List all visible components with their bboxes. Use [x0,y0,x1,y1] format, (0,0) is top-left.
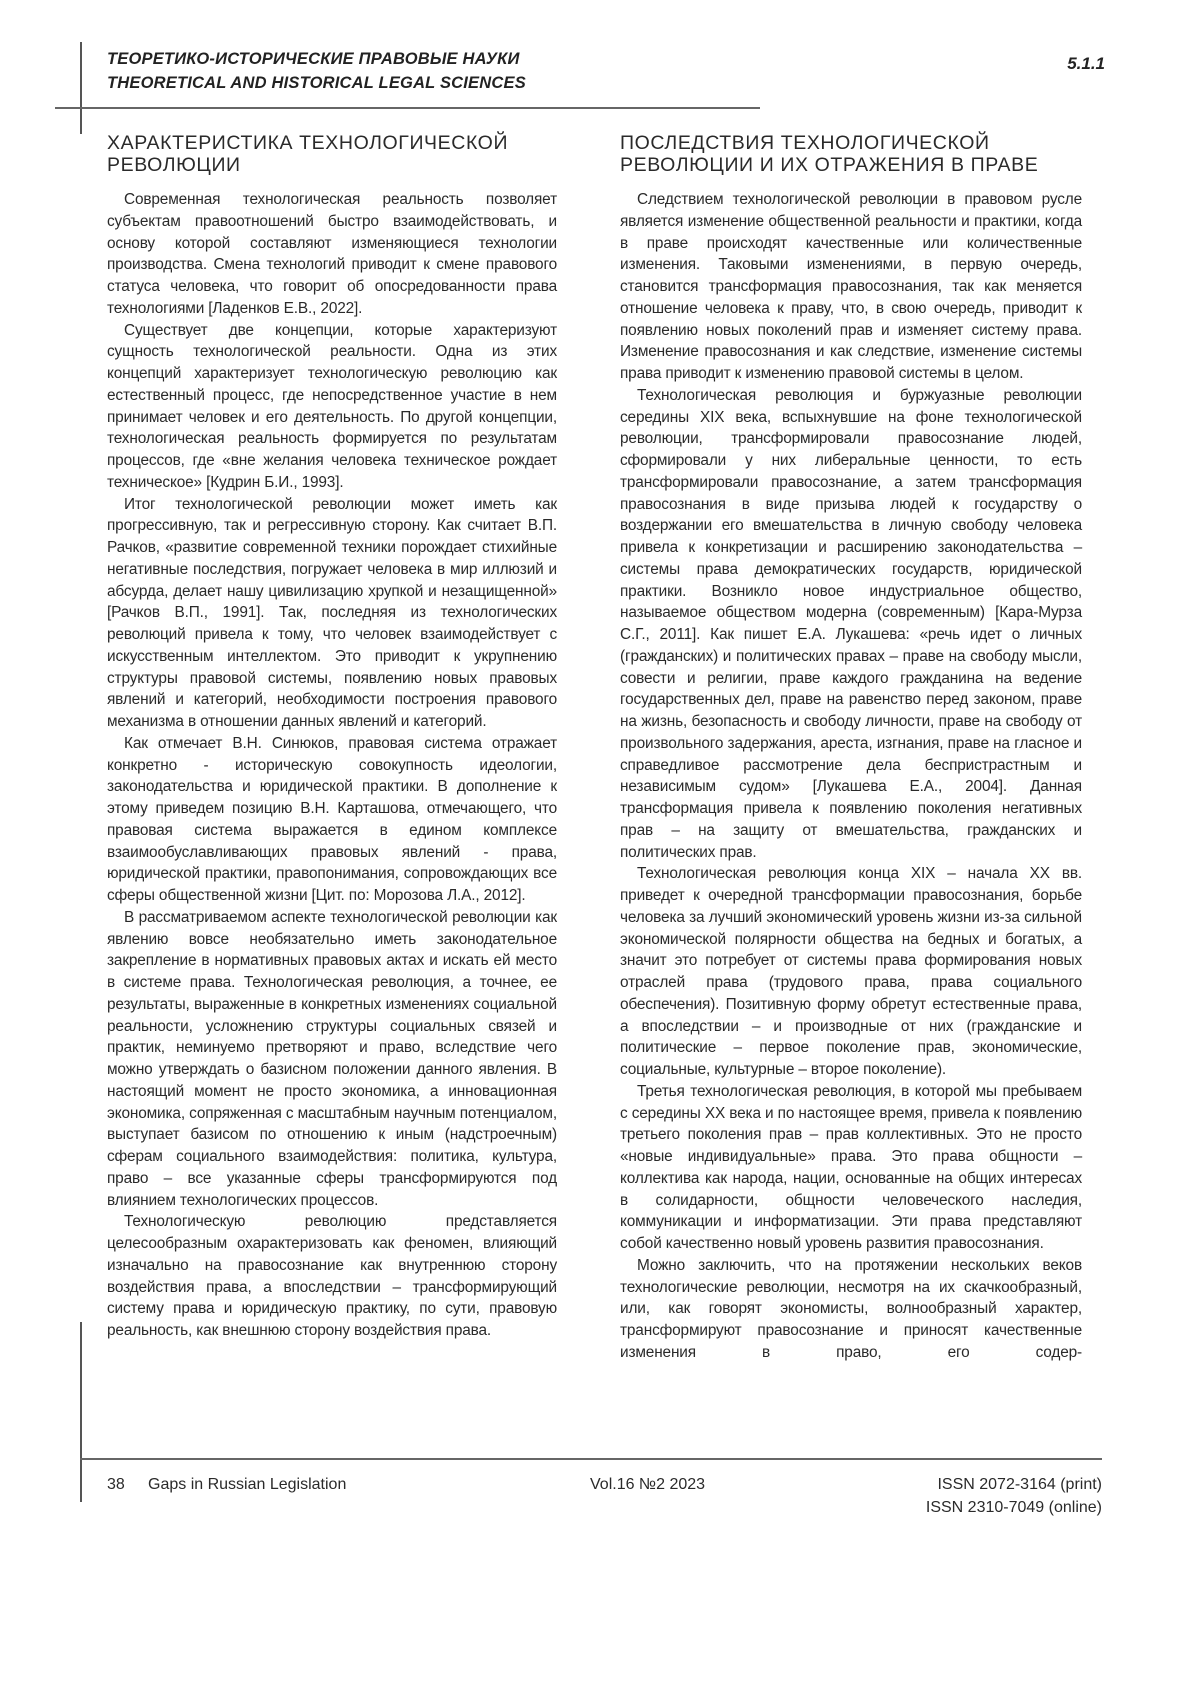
issn-print: ISSN 2072-3164 (print) [937,1476,1102,1494]
header-horizontal-rule [55,107,760,109]
issue-info: Vol.16 №2 2023 [590,1476,705,1494]
running-title-ru: ТЕОРЕТИКО-ИСТОРИЧЕСКИЕ ПРАВОВЫЕ НАУКИ [107,47,526,71]
paragraph: Технологическая революция и буржуазные революции середины XIX века, вспыхнувшие на фоне технологической революции, трансформировали правосознание людей, сформировали у них либеральные ценности, то есть трансформировали правосознание, а затем трансформация правосознания в виде призыва людей к государству о воздержании его вмешательства в личную свободу человека привела к конкретизации и расширению законодательства – системы права демократических государств, юридической практики. Возникло новое индустриальное общество, называемое обществом модерна (современным) [Кара-Мурза С.Г., 2011]. Как пишет Е.А. Лукашева: «речь идет о личных (гражданских) и политических правах – праве на свободу мысли, совести и религии, праве каждого гражданина на ведение государственных дел, праве на равенство перед законом, праве на жизнь, безопасность и свободу личности, праве на свободу от произвольного задержания, ареста, изгнания, праве на гласное и справедливое рассмотрение дела беспристрастным и независимым судом» [Лукашева Е.А., 2004]. Данная трансформация привела к появлению поколения негативных прав – на защиту от вмешательства, гражданских и политических прав. [620,385,1082,864]
footer-vertical-rule [80,1322,82,1502]
running-title-en: THEORETICAL AND HISTORICAL LEGAL SCIENCES [107,71,526,95]
running-header [107,47,526,95]
paragraph: Существует две концепции, которые характеризуют сущность технологической реальности. Одна из этих концепций характеризует технологическую революцию как естественный процесс, где непосредственное участие в нем принимает человек и его деятельность. По другой концепции, технологическая реальность формируется по результатам процессов, где «вне желания человека техническое рождает техническое» [Кудрин Б.И., 1993]. [107,320,557,494]
footer-horizontal-rule [80,1458,1102,1460]
paragraph: В рассматриваемом аспекте технологической революции как явлению вовсе необязательно иметь законодательное закрепление в нормативных правовых актах и искать ей место в системе права. Технологическая революция, а точнее, ее результаты, выраженные в конкретных изменениях социальной реальности, усложнению структуры социальных связей и практик, неминуемо претворяют и право, вследствие чего можно утверждать о базисном положении данного явления. В настоящий момент не просто экономика, а инновационная экономика, сопряженная с масштабным научным потенциалом, выступает базисом по отношению к иным (надстроечным) сферам социального взаимодействия: политика, культура, право – все указанные сферы трансформируются под влиянием технологических процессов. [107,907,557,1212]
paragraph: Как отмечает В.Н. Синюков, правовая система отражает конкретно - историческую совокупность идеологии, законодательства и юридической практики. В дополнение к этому приведем позицию В.Н. Карташова, отмечающего, что правовая система выражается в едином комплексе взаимообуславливающих правовых явлений - права, юридической практики, правопонимания, сопровождающих все сферы общественной жизни [Цит. по: Морозова Л.А., 2012]. [107,733,557,907]
page-number: 38 [107,1476,125,1494]
paragraph: Технологическая революция конца XIX – начала XX вв. приведет к очередной трансформации правосознания, борьбе человека за лучший экономический уровень жизни из-за сильной экономической полярности общества на бедных и богатых, а значит это потребует от системы права формирования новых отраслей права (трудового права, права социального обеспечения). Позитивную форму обретут естественные права, а впоследствии – и производные от них (гражданские и политические – первое поколение прав, экономические, социальные, культурные – второе поколение). [620,863,1082,1081]
section-heading: ПОСЛЕДСТВИЯ ТЕХНОЛОГИЧЕСКОЙ РЕВОЛЮЦИИ И ИХ ОТРАЖЕНИЯ В ПРАВЕ [620,132,1082,176]
right-column [620,132,1082,1364]
left-column [107,132,557,1342]
paragraph: Итог технологической революции может иметь как прогрессивную, так и регрессивную сторону. Как считает В.П. Рачков, «развитие современной техники порождает стихийные негативные последствия, погружает человека в мир иллюзий и абсурда, делает нашу цивилизацию хрупкой и незащищенной» [Рачков В.П., 1991]. Так, последняя из технологических революций привела к тому, что человек взаимодействует с искусственным интеллектом. Это приводит к укрупнению структуры правовой системы, появлению новых правовых явлений и категорий, необходимости построения правового механизма в отношении данных явлений и категорий. [107,494,557,733]
journal-name: Gaps in Russian Legislation [148,1476,346,1494]
paragraph: Можно заключить, что на протяжении нескольких веков технологические революции, несмотря на их скачкообразный, или, как говорят экономисты, волнообразный характер, трансформируют правосознание и приносят качественные изменения в право, его содер- [620,1255,1082,1364]
section-code: 5.1.1 [1067,54,1105,74]
issn-online: ISSN 2310-7049 (online) [926,1499,1102,1517]
paragraph: Технологическую революцию представляется целесообразным охарактеризовать как феномен, влияющий изначально на правосознание как внутреннюю сторону воздействия права, а впоследствии – трансформирующий систему права и юридическую практику, по сути, правовую реальность, как внешнюю сторону воздействия права. [107,1211,557,1342]
paragraph: Следствием технологической революции в правовом русле является изменение общественной реальности и практики, когда в праве происходят качественные или количественные изменения. Таковыми изменениями, в первую очередь, становится трансформация правосознания, так как меняется отношение человека к праву, что, в свою очередь, приводит к появлению новых поколений прав и изменяет систему права. Изменение правосознания и как следствие, изменение системы права приводит к изменению правовой системы в целом. [620,189,1082,385]
section-heading: ХАРАКТЕРИСТИКА ТЕХНОЛОГИЧЕСКОЙ РЕВОЛЮЦИИ [107,132,557,176]
paragraph: Третья технологическая революция, в которой мы пребываем с середины XX века и по настоящее время, привела к появлению третьего поколения прав – прав коллективных. Это не просто «новые индивидуальные» права. Это права общности – коллектива как народа, нации, основанные на общих интересах в солидарности, общности человеческого наследия, коммуникации и информатизации. Эти права представляют собой качественно новый уровень развития правосознания. [620,1081,1082,1255]
paragraph: Современная технологическая реальность позволяет субъектам правоотношений быстро взаимодействовать, и основу которой составляют изменяющиеся технологии производства. Смена технологий приводит к смене правового статуса человека, что говорит об опосредованности права технологиями [Ладенков Е.В., 2022]. [107,189,557,320]
header-vertical-rule [80,42,82,134]
